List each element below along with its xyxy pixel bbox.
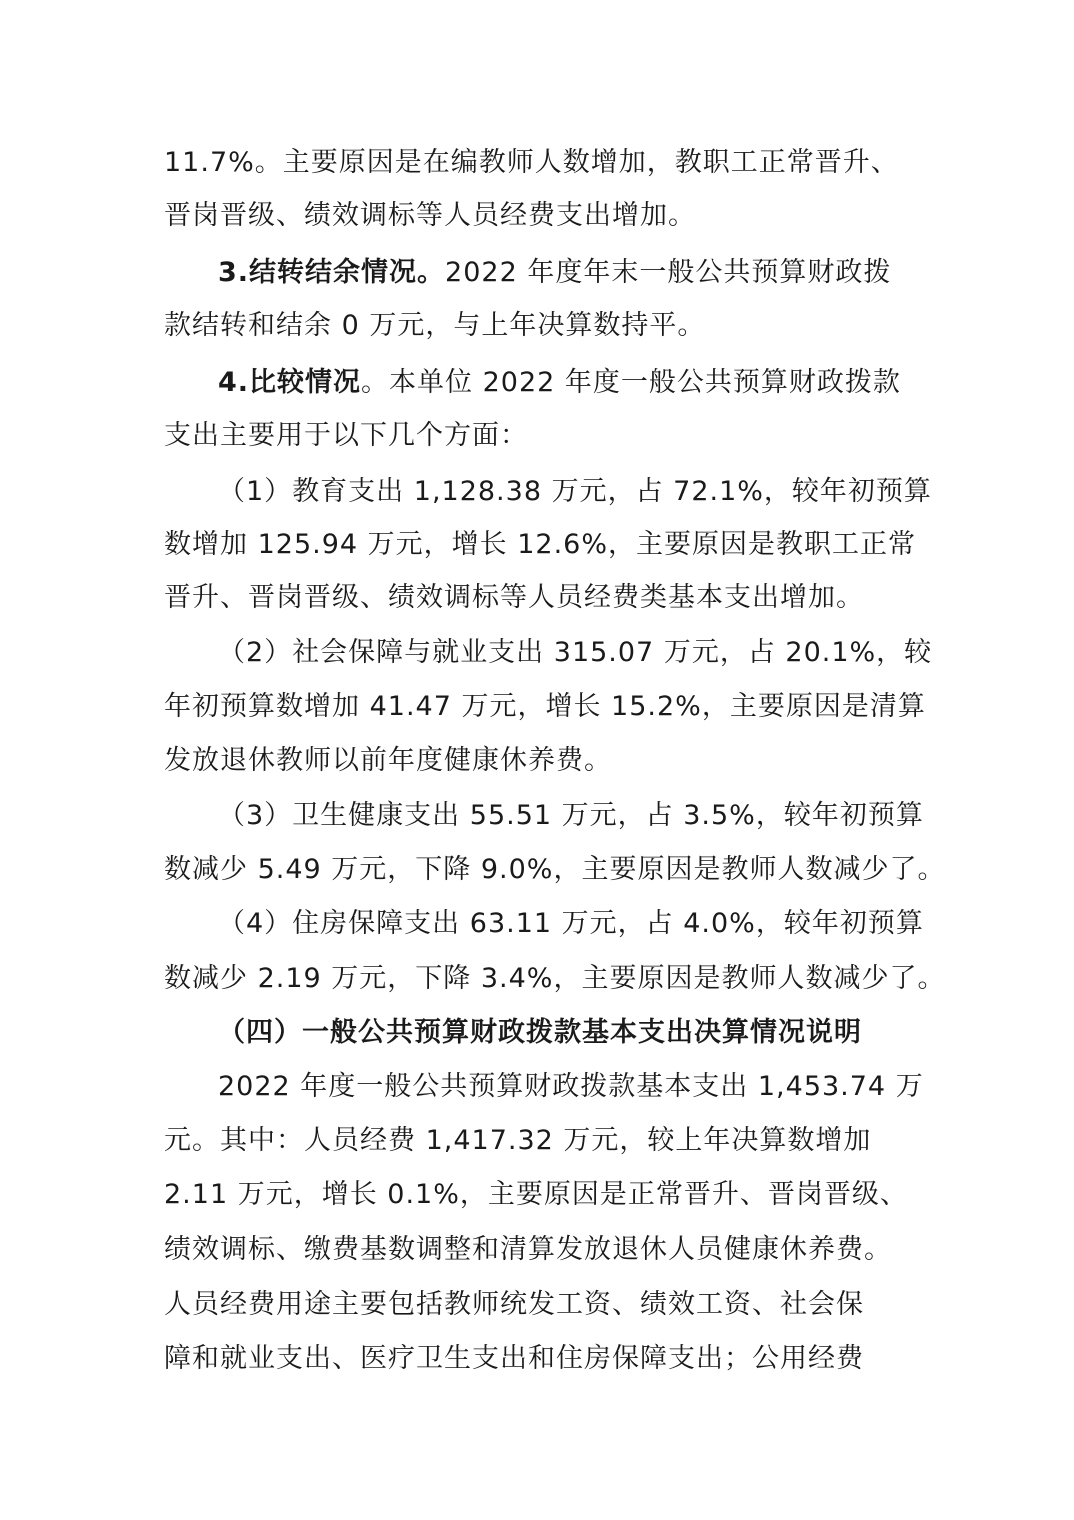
text-line: （1）教育支出 1,128.38 万元，占 72.1%，较年初预算 <box>218 476 932 507</box>
heading-comparison: 4.比较情况 <box>218 367 362 398</box>
text-line: 款结转和结余 0 万元，与上年决算数持平。 <box>164 310 706 341</box>
text-line: 年初预算数增加 41.47 万元，增长 15.2%，主要原因是清算 <box>164 691 926 722</box>
text-line: 2022 年度年末一般公共预算财政拨 <box>445 257 892 288</box>
section-heading: （四）一般公共预算财政拨款基本支出决算情况说明 <box>218 1017 862 1048</box>
text-line: 11.7%。主要原因是在编教师人数增加，教职工正常晋升、 <box>164 147 899 178</box>
heading-punct: 。 <box>361 367 390 398</box>
text-line: 发放退休教师以前年度健康休养费。 <box>164 745 612 776</box>
paragraph-comparison <box>218 366 901 400</box>
text-line: 绩效调标、缴费基数调整和清算发放退休人员健康休养费。 <box>164 1234 892 1265</box>
text-line: （4）住房保障支出 63.11 万元，占 4.0%，较年初预算 <box>218 908 924 939</box>
text-line: 2.11 万元，增长 0.1%，主要原因是正常晋升、晋岗晋级、 <box>164 1179 908 1210</box>
text-line: 数增加 125.94 万元，增长 12.6%，主要原因是教职工正常 <box>164 529 916 560</box>
paragraph-carryover <box>218 256 891 290</box>
text-line: （2）社会保障与就业支出 315.07 万元，占 20.1%，较 <box>218 637 933 668</box>
text-line: 支出主要用于以下几个方面： <box>164 420 528 451</box>
text-line: 晋岗晋级、绩效调标等人员经费支出增加。 <box>164 200 696 231</box>
text-line: （3）卫生健康支出 55.51 万元，占 3.5%，较年初预算 <box>218 800 924 831</box>
text-line: 晋升、晋岗晋级、绩效调标等人员经费类基本支出增加。 <box>164 582 864 613</box>
text-line: 数减少 5.49 万元，下降 9.0%，主要原因是教师人数减少了。 <box>164 854 946 885</box>
text-line: 2022 年度一般公共预算财政拨款基本支出 1,453.74 万 <box>218 1071 924 1102</box>
heading-carryover: 3.结转结余情况。 <box>218 257 446 288</box>
text-line: 数减少 2.19 万元，下降 3.4%，主要原因是教师人数减少了。 <box>164 963 946 994</box>
text-line: 障和就业支出、医疗卫生支出和住房保障支出；公用经费 <box>164 1343 864 1374</box>
text-line: 人员经费用途主要包括教师统发工资、绩效工资、社会保 <box>164 1289 864 1320</box>
text-line: 本单位 2022 年度一般公共预算财政拨款 <box>389 367 901 398</box>
text-line: 元。其中：人员经费 1,417.32 万元，较上年决算数增加 <box>164 1125 872 1156</box>
